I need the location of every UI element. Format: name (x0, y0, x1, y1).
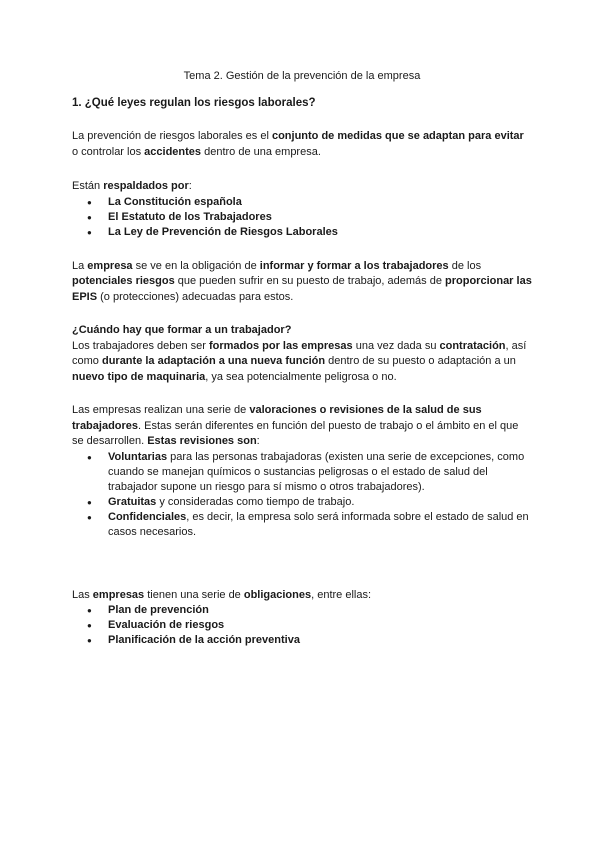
bold-text: Plan de prevención (108, 604, 209, 616)
text: o controlar los (72, 145, 145, 158)
text: que pueden sufrir en su puesto de trabajo, además de (174, 275, 446, 287)
bold-text: valoraciones o revisiones de la salud de sus trabajadores (72, 404, 482, 432)
text: una vez dada su (352, 339, 440, 352)
obligations-paragraph (72, 588, 532, 604)
text: : (256, 435, 260, 447)
bold-text: respaldados por (103, 180, 189, 192)
text: La prevención de riesgos laborales es el (72, 130, 272, 142)
laws-list (72, 195, 532, 240)
text: para las personas trabajadoras (existen una serie de excepciones, como cuando se manejan químicos o sustancias peligrosas o el estado de salud del trabajador supone un riesgo para sí mismo o otros trabajadores). (108, 450, 525, 493)
text: . Estas serán diferentes en función del puesto de trabajo o el ámbito en el que se desarrollen. (72, 419, 519, 447)
bold-text: contratación (439, 339, 506, 352)
bold-text: durante la adaptación a una nueva función (101, 355, 326, 367)
bold-text: empresas (92, 588, 145, 601)
bold-text: Estas revisiones son (147, 435, 257, 447)
bold-text: Evaluación de riesgos (108, 619, 225, 631)
text: y consideradas como tiempo de trabajo. (156, 495, 355, 508)
law-label: La Constitución española (108, 195, 242, 208)
bold-text: informar y formar a los trabajadores (259, 259, 449, 272)
text: dentro de una empresa. (201, 145, 321, 158)
list-item (108, 603, 532, 618)
bold-text: conjunto de medidas que se adaptan para evitar (271, 130, 524, 142)
bold-text: nuevo tipo de maquinaria (72, 370, 206, 383)
bold-text: empresa (87, 259, 133, 272)
list-item (108, 495, 532, 510)
text: Están (72, 180, 104, 192)
health-review-paragraph (72, 403, 532, 450)
reviews-list (72, 450, 532, 540)
support-paragraph (72, 179, 532, 195)
bold-text: Voluntarias (108, 450, 168, 463)
text: tienen una serie de (144, 588, 244, 601)
bold-text: proporcionar las EPIS (72, 275, 532, 303)
text: se ve en la obligación de (132, 259, 260, 272)
text: Los trabajadores deben ser (72, 339, 209, 352)
text: : (188, 180, 192, 192)
list-item (108, 618, 532, 633)
list-item (108, 195, 532, 210)
question-heading: ¿Cuándo hay que formar a un trabajador? (72, 324, 292, 336)
text: dentro de su puesto o adaptación a un (325, 355, 516, 367)
section-heading: 1. ¿Qué leyes regulan los riesgos laborales? (72, 97, 316, 109)
text: La (72, 259, 88, 272)
text: , ya sea potencialmente peligrosa o no. (205, 370, 397, 383)
text: Las empresas realizan una serie de (72, 404, 250, 416)
bold-text: Planificación de la acción preventiva (108, 634, 300, 646)
training-paragraph (72, 339, 532, 386)
document-page (72, 70, 532, 648)
bold-text: obligaciones (243, 588, 312, 601)
list-item (108, 450, 532, 495)
bold-text: potenciales riesgos (72, 275, 175, 287)
bold-text: Gratuitas (108, 495, 157, 508)
text: de los (448, 259, 482, 272)
list-item (108, 210, 532, 225)
text: , así como (72, 339, 527, 367)
list-item (108, 510, 532, 540)
text: Las (72, 588, 93, 601)
list-item (108, 633, 532, 648)
page-title: Tema 2. Gestión de la prevención de la empresa (183, 70, 421, 82)
law-label: El Estatuto de los Trabajadores (108, 210, 272, 223)
text: , entre ellas: (311, 588, 372, 601)
intro-paragraph (72, 129, 532, 160)
text: (o protecciones) adecuadas para estos. (97, 290, 294, 303)
bold-text: Confidenciales (108, 510, 187, 523)
text: , es decir, la empresa solo será informada sobre el estado de salud en casos necesarios. (108, 510, 529, 538)
list-item (108, 225, 532, 240)
company-obligation-paragraph (72, 259, 532, 306)
bold-text: formados por las empresas (208, 339, 353, 352)
bold-text: accidentes (144, 145, 202, 158)
law-label: La Ley de Prevención de Riesgos Laborales (108, 225, 338, 238)
obligations-list (72, 603, 532, 648)
